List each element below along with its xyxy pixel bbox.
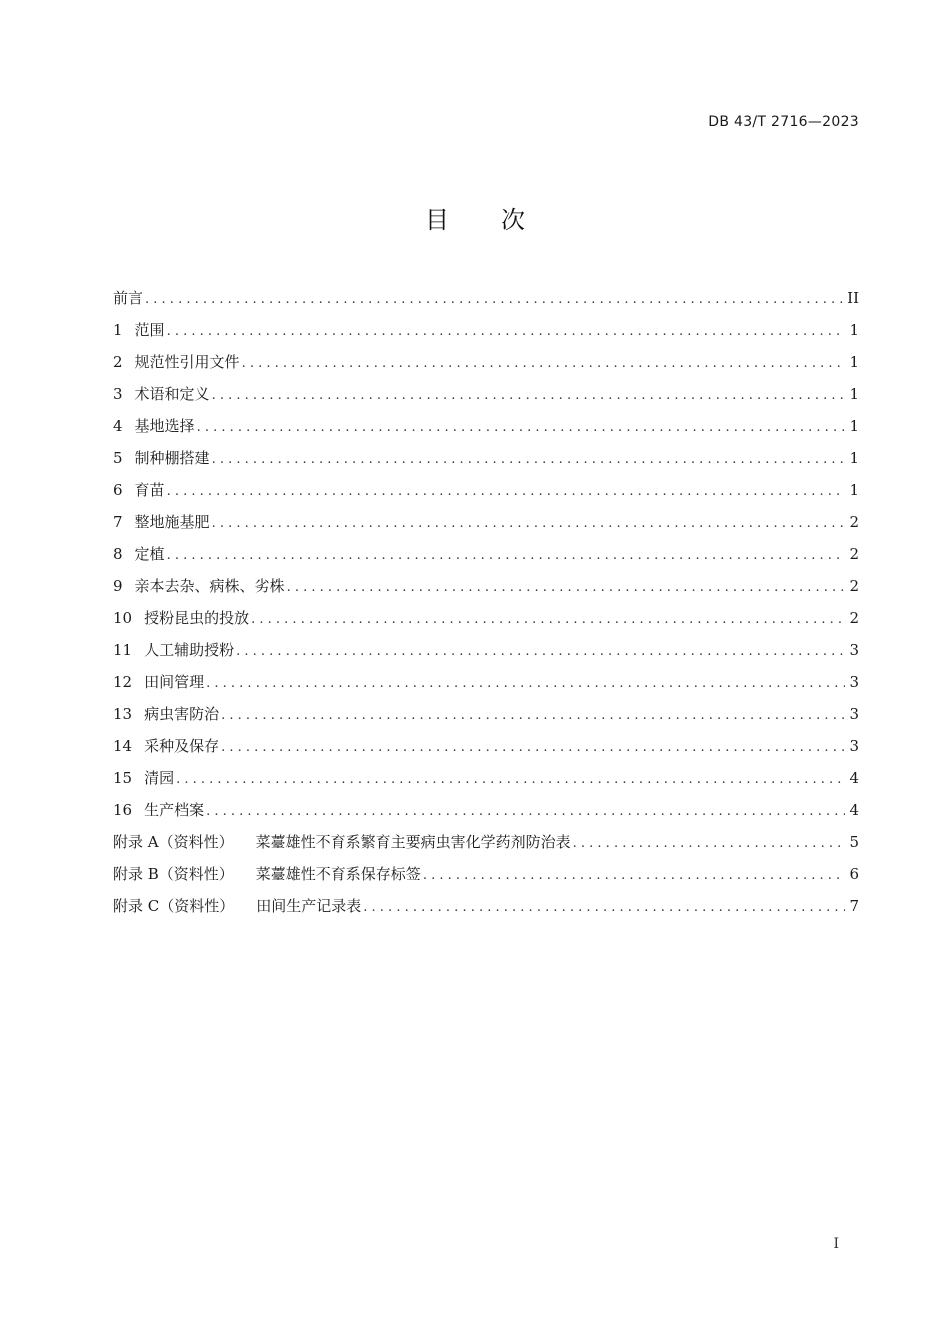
toc-entry-number: 4	[113, 417, 123, 435]
toc-entry-label: 制种棚搭建	[134, 449, 210, 467]
toc-entry[interactable]	[113, 606, 859, 638]
toc-entry[interactable]	[113, 798, 859, 830]
toc-leader-dots	[363, 896, 845, 920]
toc-entry-label: 定植	[134, 545, 165, 563]
toc-entry-number: 9	[113, 577, 123, 595]
toc-entry-page: II	[847, 289, 859, 307]
page-number: I	[833, 1236, 839, 1252]
toc-leader-dots	[423, 864, 845, 888]
toc-entry-page: 1	[849, 481, 859, 499]
toc-entry-number: 11	[113, 641, 133, 659]
toc-entry-label: 亲本去杂、病株、劣株	[134, 577, 285, 595]
toc-entry-label: 基地选择	[134, 417, 195, 435]
toc-entry-label: 田间管理	[144, 673, 205, 691]
toc-leader-dots	[236, 640, 845, 664]
toc-entry[interactable]	[113, 510, 859, 542]
toc-entry[interactable]	[113, 670, 859, 702]
toc-leader-dots	[206, 672, 845, 696]
toc-entry-page: 4	[849, 801, 859, 819]
toc-entry-page: 3	[849, 641, 859, 659]
toc-entry-page: 3	[849, 705, 859, 723]
toc-entry[interactable]	[113, 894, 859, 926]
toc-entry-number: 6	[113, 481, 123, 499]
toc-entry-number: 3	[113, 385, 123, 403]
toc-leader-dots	[242, 352, 845, 376]
toc-entry-label: 前言	[113, 289, 144, 307]
toc-entry-page: 1	[849, 321, 859, 339]
toc-entry-page: 2	[849, 513, 859, 531]
toc-entry[interactable]	[113, 446, 859, 478]
toc-entry-number: 13	[113, 705, 133, 723]
toc-leader-dots	[221, 704, 845, 728]
toc-entry-number: 12	[113, 673, 133, 691]
toc-entry-page: 4	[849, 769, 859, 787]
toc-entry-label: 生产档案	[144, 801, 205, 819]
toc-entry[interactable]	[113, 478, 859, 510]
toc-entry-page: 2	[849, 545, 859, 563]
toc-leader-dots	[167, 320, 845, 344]
toc-entry-page: 1	[849, 353, 859, 371]
toc-entry-number: 15	[113, 769, 133, 787]
toc-entry-page: 1	[849, 385, 859, 403]
toc-entry[interactable]	[113, 702, 859, 734]
document-code: DB 43/T 2716—2023	[708, 114, 859, 130]
toc-entry[interactable]	[113, 638, 859, 670]
toc-entry-label: 菜薹雄性不育系繁育主要病虫害化学药剂防治表	[255, 833, 571, 851]
toc-leader-dots	[212, 512, 845, 536]
toc-entry[interactable]	[113, 286, 859, 318]
toc-entry-label: 田间生产记录表	[256, 897, 362, 915]
toc-entry-number: 1	[113, 321, 123, 339]
toc-entry[interactable]	[113, 414, 859, 446]
toc-leader-dots	[167, 480, 845, 504]
table-of-contents	[113, 286, 859, 926]
toc-entry-page: 3	[849, 673, 859, 691]
toc-entry-page: 3	[849, 737, 859, 755]
toc-entry-number: 5	[113, 449, 123, 467]
toc-entry-label: 清园	[144, 769, 175, 787]
toc-entry[interactable]	[113, 734, 859, 766]
page-title: 目次	[425, 206, 577, 234]
toc-entry-page: 1	[849, 417, 859, 435]
toc-leader-dots	[197, 416, 845, 440]
toc-entry[interactable]	[113, 766, 859, 798]
toc-entry-number: 附录 C（资料性）	[113, 897, 235, 915]
toc-leader-dots	[167, 544, 845, 568]
toc-entry-page: 1	[849, 449, 859, 467]
toc-entry-label: 规范性引用文件	[134, 353, 240, 371]
toc-entry[interactable]	[113, 350, 859, 382]
toc-leader-dots	[212, 384, 845, 408]
toc-entry[interactable]	[113, 542, 859, 574]
toc-entry[interactable]	[113, 862, 859, 894]
toc-leader-dots	[251, 608, 845, 632]
toc-entry-number: 2	[113, 353, 123, 371]
toc-entry-number: 附录 A（资料性）	[113, 833, 234, 851]
toc-entry-label: 病虫害防治	[144, 705, 220, 723]
toc-entry-label: 育苗	[134, 481, 165, 499]
toc-entry-page: 6	[849, 865, 859, 883]
toc-entry-label: 人工辅助授粉	[144, 641, 235, 659]
toc-entry-label: 菜薹雄性不育系保存标签	[255, 865, 421, 883]
toc-leader-dots	[221, 736, 845, 760]
toc-entry-number: 10	[113, 609, 133, 627]
toc-entry[interactable]	[113, 382, 859, 414]
toc-entry-label: 术语和定义	[134, 385, 210, 403]
toc-entry-number: 8	[113, 545, 123, 563]
toc-leader-dots	[176, 768, 845, 792]
toc-entry-page: 2	[849, 577, 859, 595]
toc-entry[interactable]	[113, 574, 859, 606]
toc-leader-dots	[145, 288, 843, 312]
toc-entry[interactable]	[113, 830, 859, 862]
toc-entry-page: 2	[849, 609, 859, 627]
toc-entry-label: 整地施基肥	[134, 513, 210, 531]
toc-entry-page: 5	[849, 833, 859, 851]
toc-entry-label: 采种及保存	[144, 737, 220, 755]
toc-leader-dots	[573, 832, 845, 856]
toc-entry-label: 范围	[134, 321, 165, 339]
toc-entry-number: 14	[113, 737, 133, 755]
toc-entry-number: 附录 B（资料性）	[113, 865, 234, 883]
toc-entry-label: 授粉昆虫的投放	[144, 609, 250, 627]
toc-entry-number: 16	[113, 801, 133, 819]
toc-leader-dots	[212, 448, 845, 472]
toc-entry-number: 7	[113, 513, 123, 531]
toc-leader-dots	[206, 800, 845, 824]
toc-entry[interactable]	[113, 318, 859, 350]
toc-entry-page: 7	[849, 897, 859, 915]
toc-leader-dots	[287, 576, 845, 600]
